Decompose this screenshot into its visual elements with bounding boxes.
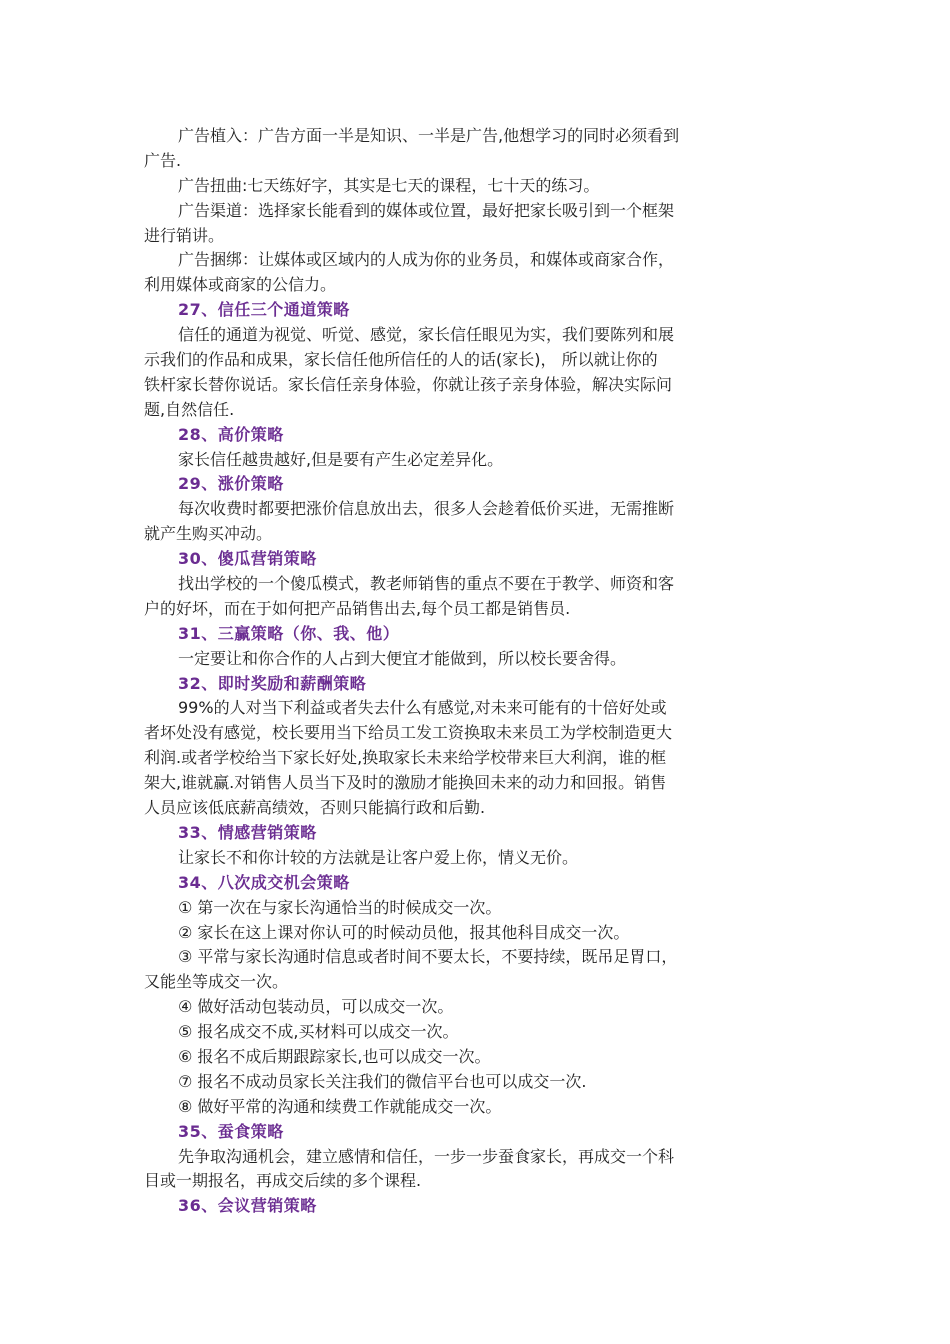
paragraph-line: 又能坐等成交一次。 [144, 972, 289, 992]
paragraph-line: ③ 平常与家长沟通时信息或者时间不要太长，不要持续，既吊足胃口， [178, 947, 678, 967]
paragraph-line: 让家长不和你计较的方法就是让客户爱上你，情义无价。 [178, 847, 579, 867]
paragraph-line: 人员应该低底薪高绩效，否则只能搞行政和后勤. [144, 798, 486, 818]
paragraph-line: 铁杆家长替你说话。家长信任亲身体验，你就让孩子亲身体验，解决实际问 [144, 374, 673, 394]
paragraph-line: 广告扭曲:七天练好字，其实是七天的课程，七十天的练习。 [178, 175, 600, 195]
paragraph-line: ① 第一次在与家长沟通恰当的时候成交一次。 [178, 897, 502, 917]
paragraph-line: ⑦ 报名不成动员家长关注我们的微信平台也可以成交一次. [178, 1071, 587, 1091]
paragraph-line: 就产生购买冲动。 [144, 524, 273, 544]
paragraph-line: ⑤ 报名成交不成,买材料可以成交一次。 [178, 1022, 459, 1042]
paragraph-line: 示我们的作品和成果，家长信任他所信任的人的话(家长)， 所以就让你的 [144, 350, 658, 370]
paragraph-line: 广告植入：广告方面一半是知识、一半是广告,他想学习的同时必须看到 [178, 126, 680, 145]
section-heading: 28、高价策略 [178, 424, 284, 444]
document-page [144, 124, 806, 1219]
section-heading: 30、傻瓜营销策略 [178, 549, 317, 569]
paragraph-line: 户的好坏，而在于如何把产品销售出去,每个员工都是销售员. [144, 598, 571, 618]
section-heading: 29、涨价策略 [178, 474, 284, 494]
section-heading: 34、八次成交机会策略 [178, 872, 350, 892]
paragraph-line: 广告渠道：选择家长能看到的媒体或位置，最好把家长吸引到一个框架 [178, 200, 675, 220]
paragraph-line: 先争取沟通机会，建立感情和信任，一步一步蚕食家长，再成交一个科 [178, 1146, 675, 1166]
paragraph-line: 者坏处没有感觉，校长要用当下给员工发工资换取未来员工为学校制造更大 [144, 723, 673, 743]
paragraph-line: 信任的通道为视觉、听觉、感觉，家长信任眼见为实，我们要陈列和展 [178, 325, 675, 345]
paragraph-line: 广告. [144, 150, 182, 170]
paragraph-line: 架大,谁就赢.对销售人员当下及时的激励才能换回未来的动力和回报。销售 [144, 773, 667, 793]
paragraph-line: 每次收费时都要把涨价信息放出去，很多人会趁着低价买进，无需推断 [178, 499, 675, 519]
paragraph-line: 进行销讲。 [144, 225, 225, 245]
paragraph-line: 利润.或者学校给当下家长好处,换取家长未来给学校带来巨大利润，谁的框 [144, 748, 667, 768]
section-heading: 36、会议营销策略 [178, 1196, 317, 1216]
paragraph-line: ⑧ 做好平常的沟通和续费工作就能成交一次。 [178, 1096, 502, 1116]
section-heading: 33、情感营销策略 [178, 822, 317, 842]
paragraph-line: ② 家长在这上课对你认可的时候动员他，报其他科目成交一次。 [178, 922, 630, 942]
paragraph-line: 一定要让和你合作的人占到大便宜才能做到，所以校长要舍得。 [178, 648, 627, 668]
section-heading: 31、三赢策略（你、我、他） [178, 623, 400, 643]
paragraph-line: 99%的人对当下利益或者失去什么有感觉,对未来可能有的十倍好处或 [178, 698, 667, 718]
paragraph-line: 家长信任越贵越好,但是要有产生必定差异化。 [178, 449, 504, 469]
section-heading: 32、即时奖励和薪酬策略 [178, 673, 367, 693]
paragraph-line: 题,自然信任. [144, 399, 235, 419]
paragraph-line: 利用媒体或商家的公信力。 [144, 275, 337, 295]
section-heading: 27、信任三个通道策略 [178, 300, 350, 320]
section-heading: 35、蚕食策略 [178, 1121, 284, 1141]
paragraph-line: 广告捆绑：让媒体或区域内的人成为你的业务员，和媒体或商家合作， [178, 250, 675, 270]
paragraph-line: ④ 做好活动包装动员，可以成交一次。 [178, 997, 454, 1017]
paragraph-line: 找出学校的一个傻瓜模式，教老师销售的重点不要在于教学、师资和客 [178, 574, 675, 594]
paragraph-line: ⑥ 报名不成后期跟踪家长,也可以成交一次。 [178, 1046, 491, 1066]
paragraph-line: 目或一期报名，再成交后续的多个课程. [144, 1171, 422, 1191]
